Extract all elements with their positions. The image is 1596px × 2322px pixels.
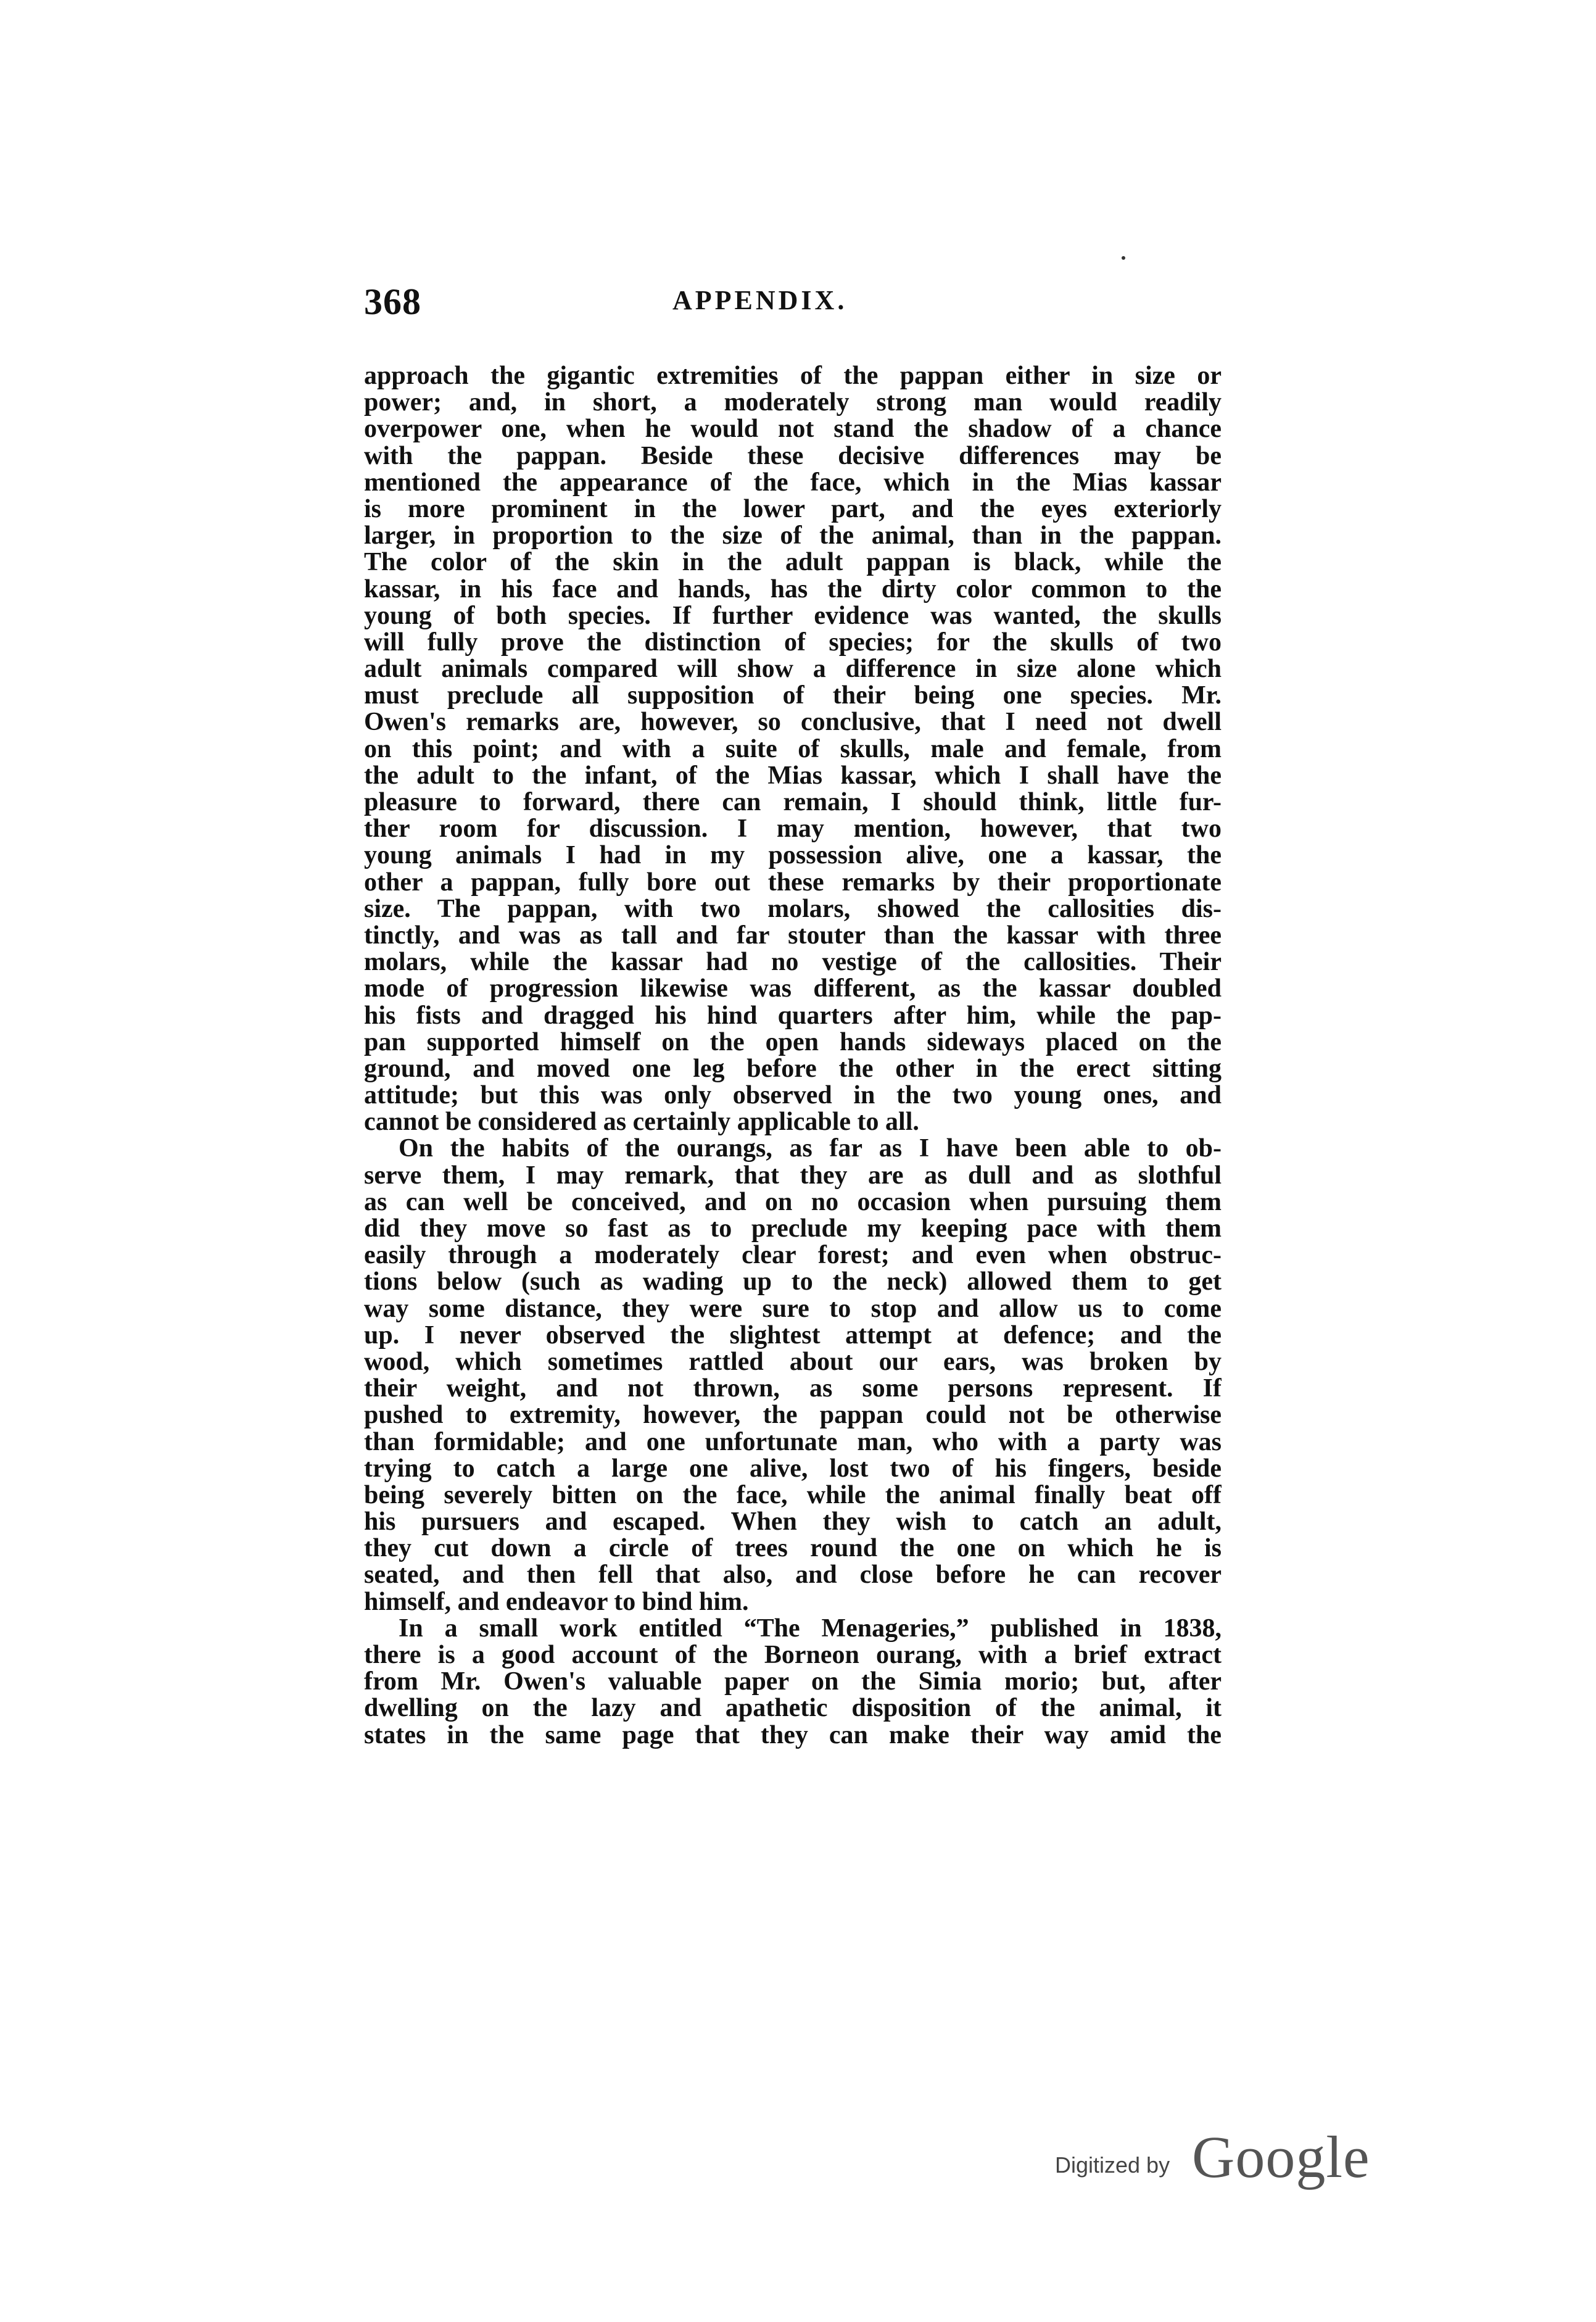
text-line: way some distance, they were sure to stop and allow us to come [364,1295,1222,1322]
text-line: attitude; but this was only observed in the two young ones, and [364,1082,1222,1109]
text-line: is more prominent in the lower part, and the eyes exteriorly [364,495,1222,523]
text-line: young animals I had in my possession alive, one a kassar, the [364,842,1222,869]
text-line: pleasure to forward, there can remain, I should think, little fur- [364,789,1222,816]
text-line: kassar, in his face and hands, has the dirty color common to the [364,576,1222,603]
text-line: pushed to extremity, however, the pappan could not be otherwise [364,1402,1222,1429]
text-line: power; and, in short, a moderately strong man would readily [364,389,1222,417]
text-line: wood, which sometimes rattled about our ears, was broken by [364,1348,1222,1376]
text-line: as can well be conceived, and on no occasion when pursuing them [364,1188,1222,1216]
paragraph-start-line: On the habits of the ourangs, as far as I have been able to ob- [399,1135,1222,1163]
text-line: serve them, I may remark, that they are as dull and as slothful [364,1162,1222,1189]
text-line: other a pappan, fully bore out these remarks by their proportionate [364,869,1222,896]
page-header [364,281,1228,330]
text-line: with the pappan. Beside these decisive differences may be [364,442,1222,470]
text-line: there is a good account of the Borneon ourang, with a brief extract [364,1642,1222,1669]
text-line: mentioned the appearance of the face, which in the Mias kassar [364,469,1222,496]
text-line: the adult to the infant, of the Mias kassar, which I shall have the [364,762,1222,789]
text-line: approach the gigantic extremities of the pappan either in size or [364,363,1222,390]
text-line: they cut down a circle of trees round the one on which he is [364,1535,1222,1562]
text-line: The color of the skin in the adult pappan is black, while the [364,549,1222,576]
text-line: than formidable; and one unfortunate man, who with a party was [364,1428,1222,1456]
text-line: overpower one, when he would not stand the shadow of a chance [364,416,1222,443]
text-line: their weight, and not thrown, as some persons represent. If [364,1375,1222,1403]
text-line: pan supported himself on the open hands sideways placed on the [364,1029,1222,1056]
text-line: trying to catch a large one alive, lost two of his fingers, beside [364,1455,1222,1482]
text-line: did they move so fast as to preclude my keeping pace with them [364,1216,1222,1243]
watermark-prefix: Digitized by [1055,2152,1170,2178]
text-line: size. The pappan, with two molars, showed the callosities dis- [364,895,1222,923]
text-line: must preclude all supposition of their being one species. Mr. [364,682,1222,710]
text-line: adult animals compared will show a difference in size alone which [364,656,1222,683]
text-line: up. I never observed the slightest attempt at defence; and the [364,1322,1222,1349]
text-line: ther room for discussion. I may mention, however, that two [364,816,1222,843]
text-line: Owen's remarks are, however, so conclusive, that I need not dwell [364,709,1222,736]
text-line: tinctly, and was as tall and far stouter than the kassar with three [364,922,1222,950]
digitized-by-google-watermark [1055,2123,1400,2191]
text-line: ground, and moved one leg before the other in the erect sitting [364,1055,1222,1083]
text-line: on this point; and with a suite of skulls, male and female, from [364,736,1222,763]
scan-speck [1122,256,1125,260]
page-number: 368 [364,281,421,322]
text-line: dwelling on the lazy and apathetic disposition of the animal, it [364,1695,1222,1722]
body-text [364,363,1222,1749]
text-line: easily through a moderately clear forest; and even when obstruc- [364,1242,1222,1269]
text-line: being severely bitten on the face, while the animal finally beat off [364,1482,1222,1509]
text-line: states in the same page that they can make their way amid the [364,1722,1222,1749]
google-logo: Google [1192,2124,1370,2190]
text-line: larger, in proportion to the size of the animal, than in the pappan. [364,523,1222,550]
text-line: tions below (such as wading up to the neck) allowed them to get [364,1269,1222,1296]
text-line: mode of progression likewise was different, as the kassar doubled [364,976,1222,1003]
running-title: APPENDIX. [672,285,848,315]
text-line: his fists and dragged his hind quarters after him, while the pap- [364,1002,1222,1029]
text-line: seated, and then fell that also, and close before he can recover [364,1562,1222,1589]
text-line: from Mr. Owen's valuable paper on the Simia morio; but, after [364,1669,1222,1696]
text-line: molars, while the kassar had no vestige of the callosities. Their [364,949,1222,976]
paragraph-end-line: cannot be considered as certainly applicable to all. [364,1109,919,1136]
text-line: his pursuers and escaped. When they wish to catch an adult, [364,1509,1222,1536]
text-line: young of both species. If further evidence was wanted, the skulls [364,602,1222,629]
paragraph-end-line: himself, and endeavor to bind him. [364,1588,749,1615]
paragraph-start-line: In a small work entitled “The Menageries,” published in 1838, [399,1615,1222,1642]
text-line: will fully prove the distinction of species; for the skulls of two [364,629,1222,657]
